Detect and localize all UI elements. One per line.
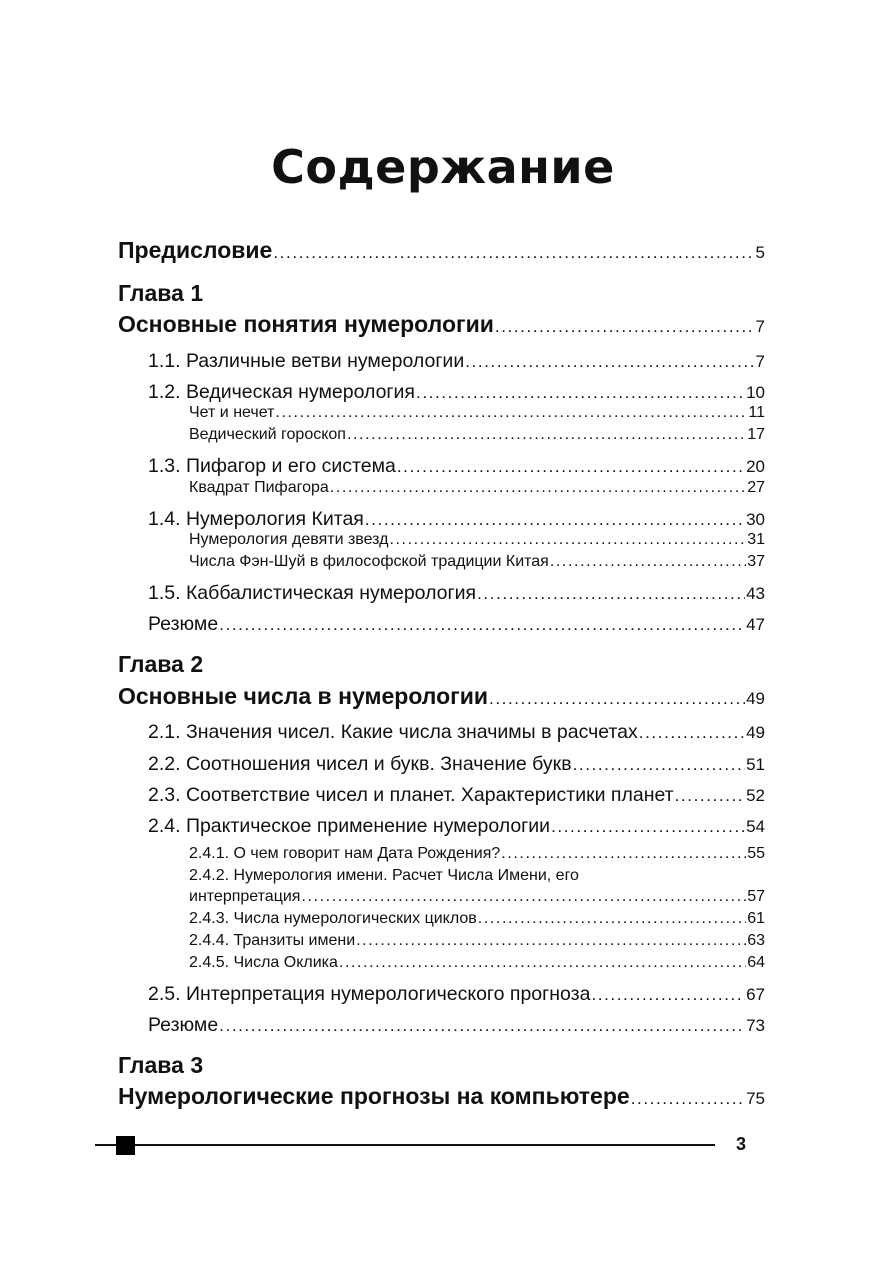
toc-entry-title: Нумерологические прогнозы на компьютере <box>118 1083 630 1109</box>
toc-entry-2-4-2[interactable] <box>189 888 765 906</box>
dot-leader <box>219 615 745 635</box>
chapter-1-label: Глава 1 <box>118 280 204 306</box>
toc-entry-title: интерпретация <box>189 888 301 905</box>
toc-page-number: 11 <box>748 404 765 421</box>
dot-leader <box>465 352 754 372</box>
toc-page-number: 5 <box>755 243 765 262</box>
dot-leader <box>639 723 745 743</box>
toc-entry-title: 1.4. Нумерология Китая <box>148 508 364 530</box>
toc-entry-title: 2.4.4. Транзиты имени <box>189 932 356 949</box>
toc-page-number: 7 <box>755 352 765 371</box>
dot-leader <box>489 689 745 709</box>
toc-entry-preface[interactable] <box>118 237 765 264</box>
toc-entry-1-4[interactable] <box>148 508 765 531</box>
dot-leader <box>339 954 746 972</box>
toc-page-number: 67 <box>746 985 765 1004</box>
toc-page-number: 20 <box>746 457 765 476</box>
toc-entry-1-3[interactable] <box>148 455 765 478</box>
dot-leader <box>330 479 746 497</box>
toc-entry-title: Ведический гороскоп <box>189 426 346 443</box>
dot-leader <box>477 584 745 604</box>
dot-leader <box>347 426 746 444</box>
toc-page-number: 64 <box>747 954 765 971</box>
toc-page-number: 10 <box>746 383 765 402</box>
chapter-2-label: Глава 2 <box>118 651 204 677</box>
toc-entry-2-4[interactable] <box>148 815 765 838</box>
toc-page-number: 55 <box>747 845 765 862</box>
dot-leader <box>495 317 755 337</box>
toc-entry-1-2-a[interactable] <box>189 404 765 422</box>
toc-entry-1-2[interactable] <box>148 381 765 404</box>
toc-entry-title: Числа Фэн-Шуй в философской традиции Китая <box>189 553 549 570</box>
toc-page-number: 52 <box>746 786 765 805</box>
toc-entry-title: Предисловие <box>118 237 273 263</box>
chapter-3-label: Глава 3 <box>118 1052 204 1078</box>
toc-entry-2-1[interactable] <box>148 721 765 744</box>
toc-entry-title: 2.5. Интерпретация нумерологического прогноза <box>148 983 591 1005</box>
dot-leader <box>389 531 746 549</box>
dot-leader <box>365 510 745 530</box>
dot-leader <box>631 1089 745 1109</box>
page-number: 3 <box>736 1134 747 1154</box>
toc-entry-1-5[interactable] <box>148 582 765 605</box>
toc-entry-title: 1.2. Ведическая нумерология <box>148 381 415 403</box>
toc-page-number: 61 <box>747 910 765 927</box>
dot-leader <box>550 553 746 571</box>
toc-entry-2-5[interactable] <box>148 983 765 1006</box>
toc-entry-1-4-a[interactable] <box>189 531 765 549</box>
toc-entry-chapter-1[interactable] <box>118 311 765 338</box>
dot-leader <box>675 786 745 806</box>
dot-leader <box>356 932 746 950</box>
toc-page-number: 54 <box>746 817 765 836</box>
toc-page-number: 49 <box>746 723 765 742</box>
toc-page-number: 27 <box>747 479 765 496</box>
dot-leader <box>219 1016 745 1036</box>
dot-leader <box>573 755 746 775</box>
toc-entry-chapter-1-resume[interactable] <box>148 613 765 636</box>
toc-entry-title: Резюме <box>148 613 219 635</box>
dot-leader <box>416 383 745 403</box>
dot-leader <box>501 845 746 863</box>
toc-entry-2-4-2-first-line[interactable]: 2.4.2. Нумерология имени. Расчет Числа Имени, его <box>189 867 579 884</box>
dot-leader <box>301 888 746 906</box>
toc-entry-title: 2.4.3. Числа нумерологических циклов <box>189 910 477 927</box>
toc-page-number: 63 <box>747 932 765 949</box>
toc-entry-title: 2.4.5. Числа Оклика <box>189 954 338 971</box>
dot-leader <box>478 910 746 928</box>
toc-page-number: 37 <box>747 553 765 570</box>
toc-page-number: 17 <box>747 426 765 443</box>
toc-page-number: 47 <box>746 615 765 634</box>
toc-entry-1-3-a[interactable] <box>189 479 765 497</box>
toc-entry-title: 1.1. Различные ветви нумерологии <box>148 350 465 372</box>
toc-page-number: 57 <box>747 888 765 905</box>
toc-entry-1-4-b[interactable] <box>189 553 765 571</box>
toc-page-number: 30 <box>746 510 765 529</box>
dot-leader <box>397 457 745 477</box>
dot-leader <box>551 817 745 837</box>
dot-leader <box>273 243 754 263</box>
toc-entry-1-1[interactable] <box>148 350 765 373</box>
footer-square-marker <box>116 1136 135 1155</box>
toc-page-number: 73 <box>746 1016 765 1035</box>
toc-entry-title: 2.1. Значения чисел. Какие числа значимы в расчетах <box>148 721 638 743</box>
toc-page-number: 49 <box>746 689 765 708</box>
toc-entry-chapter-3[interactable] <box>118 1083 765 1110</box>
toc-entry-title: 1.3. Пифагор и его система <box>148 455 396 477</box>
toc-entry-chapter-2-resume[interactable] <box>148 1014 765 1037</box>
toc-entry-2-4-3[interactable] <box>189 910 765 928</box>
toc-entry-1-2-b[interactable] <box>189 426 765 444</box>
toc-entry-title: 2.2. Соотношения чисел и букв. Значение букв <box>148 753 572 775</box>
toc-entry-title: 2.3. Соответствие чисел и планет. Характеристики планет <box>148 784 674 806</box>
toc-entry-2-4-1[interactable] <box>189 845 765 863</box>
toc-entry-2-2[interactable] <box>148 753 765 776</box>
toc-entry-title: Основные понятия нумерологии <box>118 311 494 337</box>
toc-page-number: 31 <box>747 531 765 548</box>
toc-page-number: 7 <box>755 317 765 336</box>
toc-entry-title: Резюме <box>148 1014 219 1036</box>
toc-entry-title: 2.4. Практическое применение нумерологии <box>148 815 551 837</box>
dot-leader <box>591 985 745 1005</box>
toc-entry-chapter-2[interactable] <box>118 683 765 710</box>
dot-leader <box>275 404 747 422</box>
toc-entry-title: Квадрат Пифагора <box>189 479 329 496</box>
toc-page-number: 51 <box>746 755 765 774</box>
toc-entry-2-4-4[interactable] <box>189 932 765 950</box>
footer-rule <box>95 1144 715 1146</box>
toc-entry-title: Чет и нечет <box>189 404 275 421</box>
toc-entry-title: Нумерология девяти звезд <box>189 531 389 548</box>
toc-entry-2-3[interactable] <box>148 784 765 807</box>
toc-entry-title: 1.5. Каббалистическая нумерология <box>148 582 477 604</box>
page-title: Содержание <box>271 140 615 194</box>
toc-page-number: 75 <box>746 1089 765 1108</box>
toc-page-number: 43 <box>746 584 765 603</box>
toc-entry-title: 2.4.1. О чем говорит нам Дата Рождения? <box>189 845 501 862</box>
toc-entry-title: Основные числа в нумерологии <box>118 683 489 709</box>
toc-entry-2-4-5[interactable] <box>189 954 765 972</box>
